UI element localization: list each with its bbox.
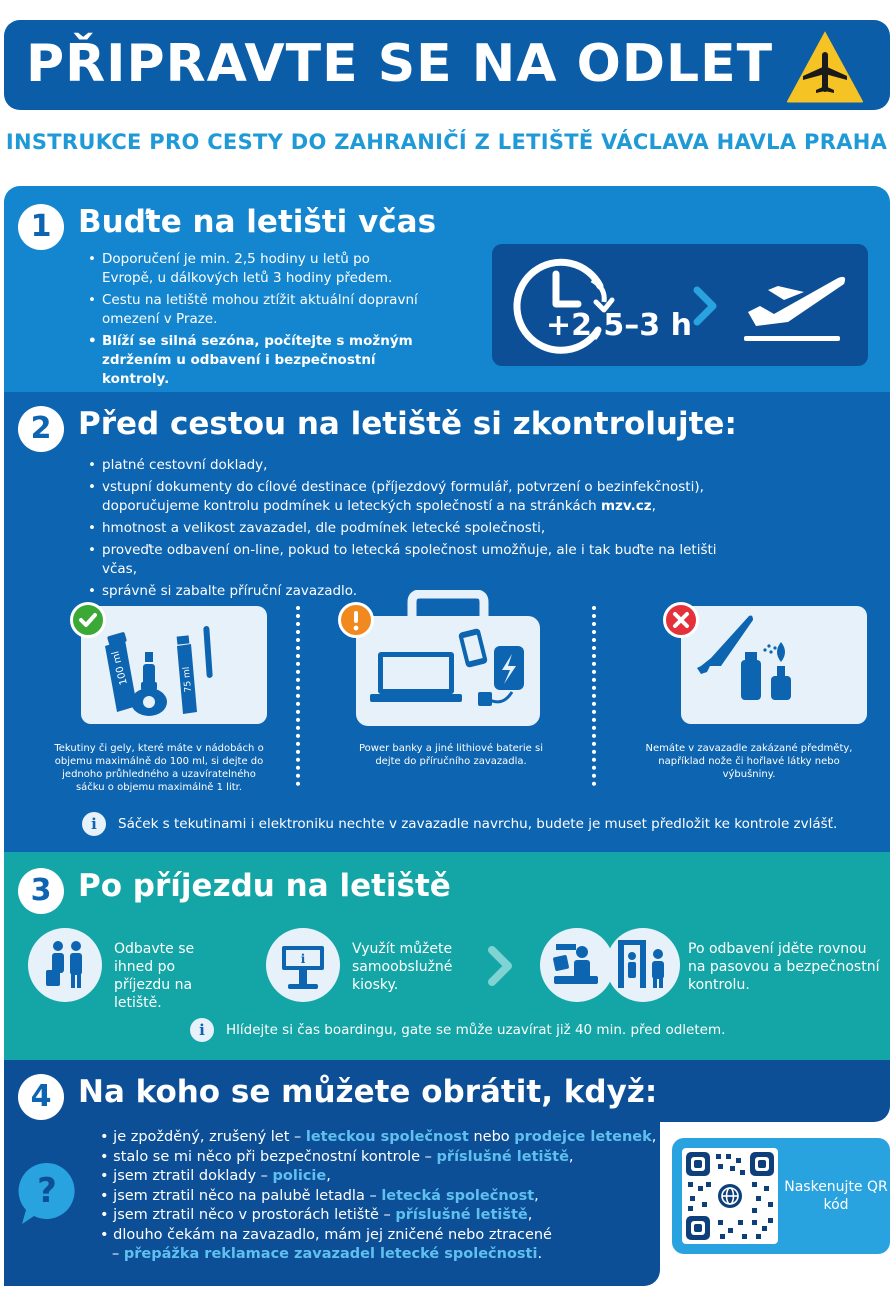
header-banner: [4, 20, 890, 110]
section-number: 2: [18, 406, 64, 452]
list-item: • jsem ztratil něco na palubě letadla – letecká společnost,: [100, 1187, 539, 1204]
info-icon: i: [190, 1018, 214, 1042]
list-item: • je zpožděný, zrušený let – leteckou společnost nebo prodejce letenek,: [100, 1129, 657, 1145]
chevron-right-icon: [692, 286, 718, 326]
forbidden-items-illustration: [681, 606, 867, 724]
svg-text:i: i: [300, 952, 306, 966]
list-item: • správně si zabalte příruční zavazadlo.: [88, 582, 728, 601]
bullet-list: [88, 456, 728, 604]
passport-control-icon: [540, 928, 614, 1002]
time-label: +2,5–3 h: [546, 308, 692, 343]
qr-code[interactable]: [682, 1148, 778, 1244]
section-title: Po příjezdu na letiště: [78, 868, 451, 904]
qr-code-icon: [682, 1148, 778, 1244]
list-item: • vstupní dokumenty do cílové destinace (příjezdový formulář, potvrzení o bezinfekčnosti), doporučujeme kontrolu podmínek u leteckých společností a na stránkách mzv.cz,: [88, 478, 728, 516]
divider: [592, 606, 596, 786]
qr-label: Naskenujte QR kód: [784, 1179, 888, 1213]
chevron-right-icon: [486, 946, 516, 986]
list-item: • Cestu na letiště mohou ztížit aktuální dopravní omezení v Praze.: [88, 291, 418, 329]
warning-badge-icon: [338, 602, 374, 638]
list-item: • platné cestovní doklady,: [88, 456, 728, 475]
liquids-icon: [81, 606, 267, 724]
contacts-list: [100, 1128, 656, 1265]
step-check-in: Odbavte se ihned po příjezdu na letiště.: [114, 941, 195, 1011]
section-title: Buďte na letišti včas: [78, 204, 437, 240]
section-title: Před cestou na letiště si zkontrolujte:: [78, 406, 737, 442]
question-bubble-icon: [16, 1160, 78, 1228]
page-title: PŘIPRAVTE SE NA ODLET: [26, 34, 774, 94]
clock-icon: [508, 252, 620, 362]
section-number: 4: [18, 1074, 64, 1120]
step-security: Po odbavení jděte rovnou na pasovou a bezpečnostní kontrolu.: [688, 941, 880, 993]
list-item: • stalo se mi něco při bezpečnostní kontrole – příslušné letiště,: [100, 1148, 574, 1165]
step-kiosks: Využít můžete samoobslužné kiosky.: [352, 941, 453, 993]
forbidden-items-caption: Nemáte v zavazadle zakázané předměty, například nože či hořlavé látky nebo výbušniny.: [645, 743, 853, 780]
power-banks-caption: Power banky a jiné lithiové baterie si dejte do příručního zavazadla.: [358, 743, 543, 767]
divider: [296, 606, 300, 786]
section-number: 1: [18, 204, 64, 250]
section-title: Na koho se můžete obrátit, když:: [78, 1074, 658, 1110]
list-item: • Blíží se silná sezóna, počítejte s možným zdržením u odbavení i bezpečnostní kontroly.: [88, 332, 418, 389]
kiosk-icon: [266, 928, 340, 1002]
section-after-arrival: [4, 852, 890, 1060]
qr-panel: [672, 1138, 890, 1254]
airplane-warning-sign-icon: [782, 24, 868, 106]
forbidden-items-icon: [681, 606, 867, 724]
svg-text:?: ?: [37, 1171, 57, 1211]
list-item: – přepážka reklamace zavazadel letecké společnosti.: [112, 1246, 543, 1262]
security-gate-icon: [606, 928, 680, 1002]
list-item: • jsem ztratil něco v prostorách letiště – příslušné letiště,: [100, 1207, 533, 1223]
liquids-illustration: [81, 606, 267, 724]
check-in-icon: [28, 928, 102, 1002]
airplane-takeoff-icon: [738, 260, 850, 346]
info-icon: i: [82, 812, 106, 836]
info-note: Hlídejte si čas boardingu, gate se může uzavírat již 40 min. před odletem.: [226, 1022, 726, 1038]
bullet-list: [88, 250, 418, 392]
page-subtitle: INSTRUKCE PRO CESTY DO ZAHRANIČÍ Z LETIŠTĚ VÁCLAVA HAVLA PRAHA: [5, 130, 888, 154]
section-check-before-trip: [4, 392, 890, 852]
section-number: 3: [18, 868, 64, 914]
list-item: • dlouho čekám na zavazadlo, mám jej zničené nebo ztracené: [100, 1226, 552, 1243]
section-arrive-on-time: [4, 186, 890, 392]
svg-text:100 ml: 100 ml: [110, 649, 130, 687]
mzv-link[interactable]: mzv.cz: [600, 498, 652, 514]
list-item: • proveďte odbavení on-line, pokud to letecká společnost umožňuje, ale i tak buďte na letišti včas,: [88, 541, 728, 579]
list-item: • Doporučení je min. 2,5 hodiny u letů po Evropě, u dálkových letů 3 hodiny předem.: [88, 250, 418, 288]
svg-text:75 ml: 75 ml: [181, 666, 194, 693]
time-recommendation-panel: [492, 244, 868, 366]
check-badge-icon: [70, 602, 106, 638]
forbidden-badge-icon: [663, 602, 699, 638]
list-item: • jsem ztratil doklady – policie,: [100, 1168, 331, 1184]
suitcase-electronics-icon: [352, 590, 544, 730]
info-note: Sáček s tekutinami i elektroniku nechte v zavazadle navrchu, budete je muset předložit ke kontrole zvlášť.: [118, 816, 838, 832]
list-item: • hmotnost a velikost zavazadel, dle podmínek letecké společnosti,: [88, 519, 728, 538]
liquids-caption: Tekutiny či gely, které máte v nádobách o objemu maximálně do 100 ml, si dejte do jednoho průhledného a uzavíratelného sáčku o objemu maximálně 1 litr.: [54, 743, 264, 793]
